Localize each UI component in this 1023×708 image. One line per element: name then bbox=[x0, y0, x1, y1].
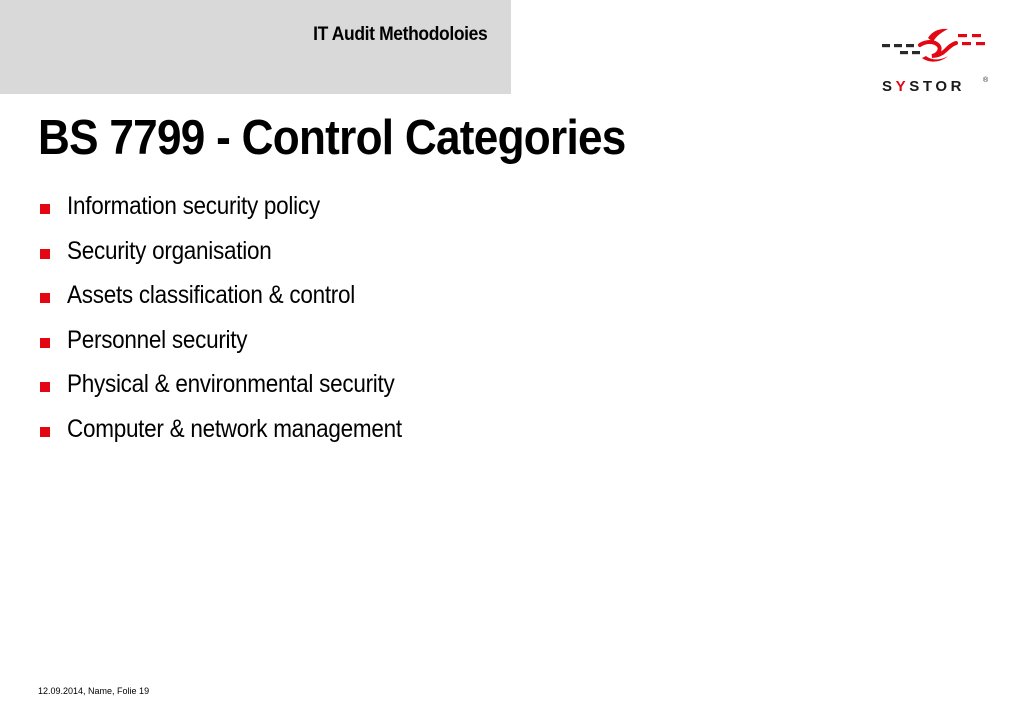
square-bullet-icon bbox=[40, 204, 50, 214]
list-item bbox=[38, 413, 402, 458]
bullet-text: Physical & environmental security bbox=[67, 370, 395, 399]
slide-title: BS 7799 - Control Categories bbox=[38, 111, 626, 165]
square-bullet-icon bbox=[40, 293, 50, 303]
svg-text:SYSTOR: SYSTOR bbox=[882, 78, 966, 95]
square-bullet-icon bbox=[40, 427, 50, 437]
square-bullet-icon bbox=[40, 338, 50, 348]
svg-text:®: ® bbox=[983, 77, 989, 84]
bullet-list bbox=[38, 190, 402, 458]
slide-footer: 12.09.2014, Name, Folie 19 bbox=[38, 686, 150, 696]
bullet-text: Assets classification & control bbox=[67, 281, 355, 310]
presentation-title: IT Audit Methodoloies bbox=[312, 24, 487, 45]
bullet-text: Security organisation bbox=[67, 236, 272, 265]
bullet-text: Computer & network management bbox=[67, 414, 402, 443]
list-item bbox=[38, 190, 320, 235]
list-item bbox=[38, 235, 272, 280]
square-bullet-icon bbox=[40, 382, 50, 392]
list-item bbox=[38, 324, 248, 369]
list-item bbox=[38, 279, 355, 324]
square-bullet-icon bbox=[40, 249, 50, 259]
list-item bbox=[38, 368, 395, 413]
bullet-text: Personnel security bbox=[67, 325, 248, 354]
header-band bbox=[0, 0, 511, 94]
systor-logo bbox=[876, 14, 996, 100]
bullet-text: Information security policy bbox=[67, 192, 320, 220]
